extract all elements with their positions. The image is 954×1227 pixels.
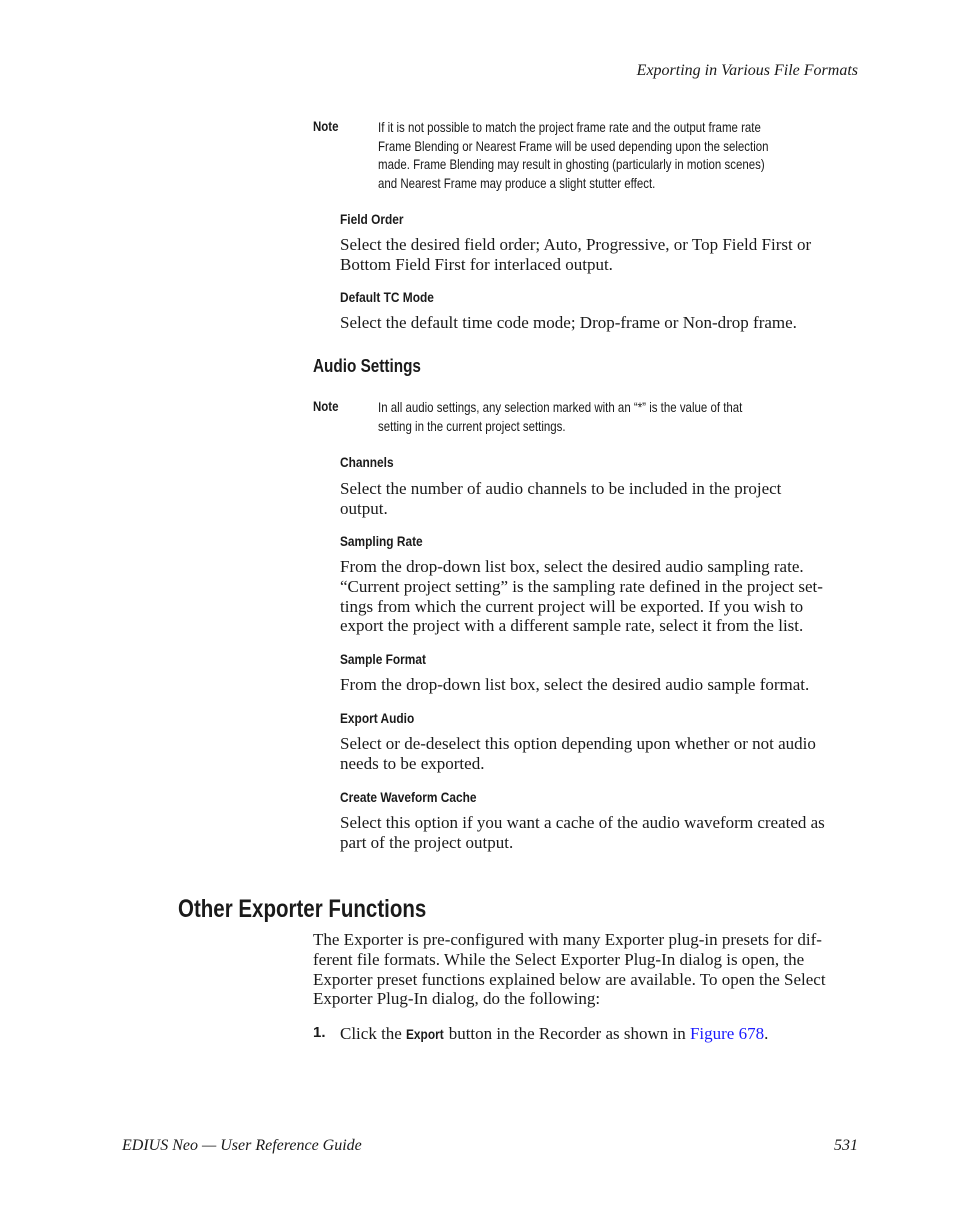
text-line: Bottom Field First for interlaced output. xyxy=(340,254,613,274)
paragraph-field-order xyxy=(340,235,862,275)
text-line: Exporter preset functions explained below are available. To open the Select xyxy=(313,969,826,989)
note-line: made. Frame Blending may result in ghosting (particularly in motion scenes) xyxy=(378,156,765,172)
text-line: The Exporter is pre-configured with many Exporter plug-in presets for dif- xyxy=(313,930,822,949)
text-line: needs to be exported. xyxy=(340,753,485,773)
note-label: Note xyxy=(313,118,339,134)
text-line: Select the number of audio channels to be included in the project xyxy=(340,479,782,498)
figure-678-link[interactable]: Figure 678 xyxy=(689,1024,765,1043)
note-line: and Nearest Frame may produce a slight stutter effect. xyxy=(378,174,656,191)
footer-guide-title: EDIUS Neo — User Reference Guide xyxy=(122,1137,362,1154)
subheading-default-tc-mode: Default TC Mode xyxy=(340,289,434,305)
text-line: From the drop-down list box, select the desired audio sample format. xyxy=(340,675,810,694)
subheading-sample-format: Sample Format xyxy=(340,651,426,667)
text-line: Select the desired field order; Auto, Progressive, or Top Field First or xyxy=(340,235,812,254)
text-line: Select the default time code mode; Drop-frame or Non-drop frame. xyxy=(340,313,797,332)
section-heading-audio-settings: Audio Settings xyxy=(313,356,421,376)
note-line: Frame Blending or Nearest Frame will be used depending upon the selection xyxy=(378,137,769,154)
text-line: tings from which the current project will be exported. If you wish to xyxy=(340,596,804,616)
step-number: 1. xyxy=(313,1024,326,1041)
text-line: Select this option if you want a cache of the audio waveform created as xyxy=(340,813,825,832)
subheading-field-order: Field Order xyxy=(340,211,404,227)
text-line: Select or de-deselect this option depending upon whether or not audio xyxy=(340,734,816,753)
step-text-middle: button in the Recorder as shown in xyxy=(444,1024,690,1043)
text-line: “Current project setting” is the sampling rate defined in the project set- xyxy=(340,576,823,596)
note-line: If it is not possible to match the project frame rate and the output frame rate xyxy=(378,119,761,135)
subheading-channels: Channels xyxy=(340,454,394,470)
export-button-name: Export xyxy=(406,1026,444,1042)
step-text-after: . xyxy=(764,1024,769,1043)
note-line: setting in the current project settings. xyxy=(378,417,566,434)
note-label: Note xyxy=(313,398,339,414)
subheading-create-waveform-cache: Create Waveform Cache xyxy=(340,789,477,805)
running-header: Exporting in Various File Formats xyxy=(636,62,858,79)
text-line: Exporter Plug-In dialog, do the following: xyxy=(313,989,601,1009)
paragraph-sampling-rate xyxy=(340,557,862,636)
subheading-export-audio: Export Audio xyxy=(340,710,415,726)
paragraph-create-waveform-cache xyxy=(340,813,862,853)
step-instruction xyxy=(340,1024,768,1044)
page-number: 531 xyxy=(834,1137,858,1154)
note-text xyxy=(378,398,837,435)
paragraph-channels xyxy=(340,479,862,519)
note-text xyxy=(378,118,837,192)
text-line: part of the project output. xyxy=(340,832,514,852)
text-line: export the project with a different sample rate, select it from the list. xyxy=(340,616,804,636)
paragraph-other-exporter-intro xyxy=(313,930,863,1009)
text-line: output. xyxy=(340,498,388,518)
paragraph-export-audio xyxy=(340,734,862,774)
paragraph-default-tc-mode xyxy=(340,313,862,333)
text-line: From the drop-down list box, select the desired audio sampling rate. xyxy=(340,557,804,576)
text-line: ferent file formats. While the Select Exporter Plug-In dialog is open, the xyxy=(313,949,805,969)
step-text-before: Click the xyxy=(340,1024,407,1043)
paragraph-sample-format xyxy=(340,675,862,695)
subheading-sampling-rate: Sampling Rate xyxy=(340,533,423,549)
note-line: In all audio settings, any selection marked with an “*” is the value of that xyxy=(378,399,743,415)
section-heading-other-exporter-functions: Other Exporter Functions xyxy=(178,895,427,923)
